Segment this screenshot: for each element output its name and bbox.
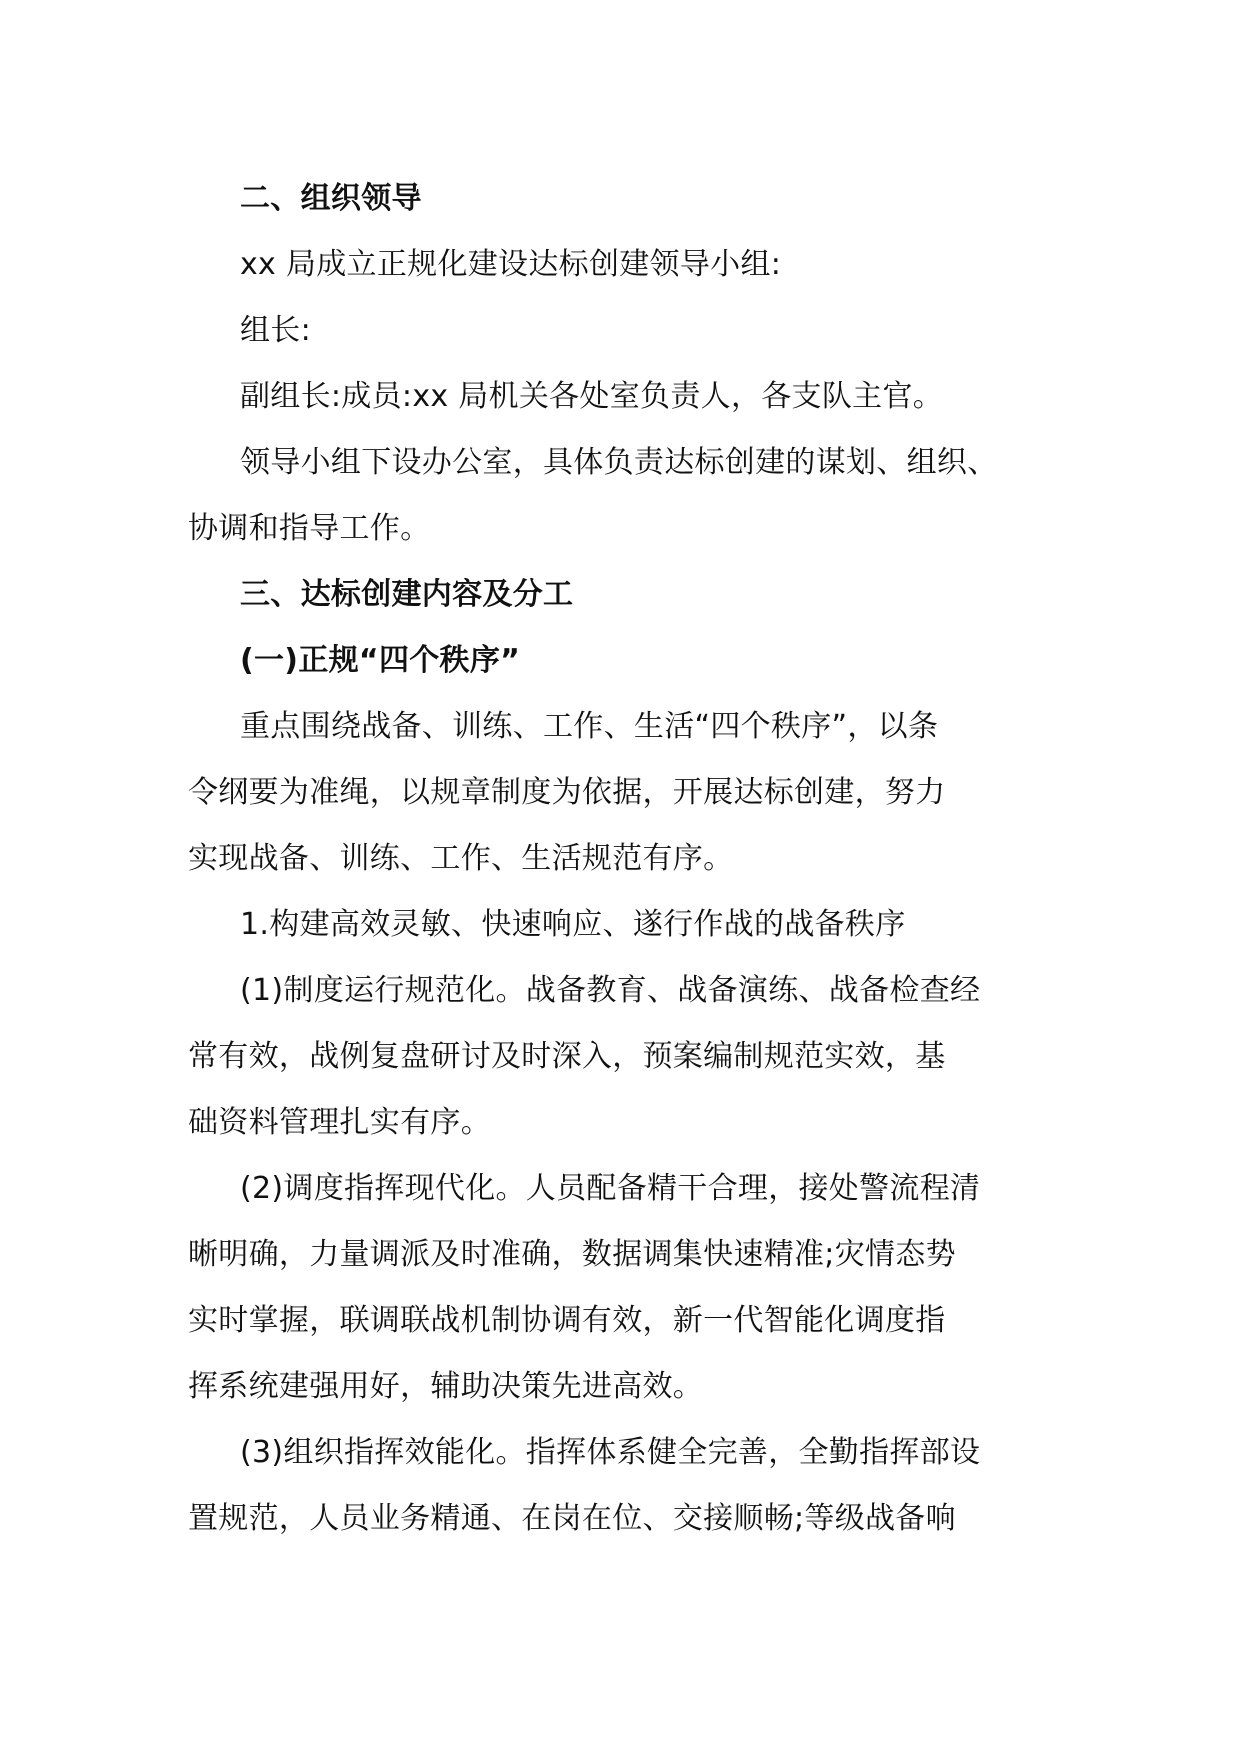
- paragraph-four-orders: [188, 694, 1060, 892]
- paragraph-line: 础资料管理扎实有序。: [188, 1105, 491, 1140]
- paragraph-line: 组长:: [240, 313, 312, 348]
- paragraph-line: (2)调度指挥现代化。人员配备精干合理，接处警流程清: [240, 1171, 981, 1206]
- paragraph-item-1-3: [188, 1420, 1060, 1552]
- paragraph-deputy-members: [188, 364, 1060, 430]
- paragraph-office: [188, 430, 1060, 562]
- paragraph-line: 实现战备、训练、工作、生活规范有序。: [188, 841, 734, 876]
- paragraph-group-leader: [188, 298, 1060, 364]
- heading-line: 二、组织领导: [240, 181, 422, 216]
- paragraph-line: 副组长:成员:xx 局机关各处室负责人，各支队主官。: [240, 379, 944, 414]
- paragraph-leading-group: [188, 232, 1060, 298]
- paragraph-line: 挥系统建强用好，辅助决策先进高效。: [188, 1369, 704, 1404]
- paragraph-line: 协调和指导工作。: [188, 511, 431, 546]
- section-heading-organization: [188, 166, 1060, 232]
- paragraph-line: 晰明确，力量调派及时准确，数据调集快速精准;灾情态势: [188, 1237, 956, 1272]
- paragraph-line: (1)制度运行规范化。战备教育、战备演练、战备检查经: [240, 973, 981, 1008]
- paragraph-line: 领导小组下设办公室，具体负责达标创建的谋划、组织、: [240, 445, 998, 480]
- paragraph-line: xx 局成立正规化建设达标创建领导小组:: [240, 247, 782, 282]
- paragraph-line: 重点围绕战备、训练、工作、生活“四个秩序”，以条: [240, 709, 939, 744]
- paragraph-item-1-1: [188, 958, 1060, 1156]
- paragraph-line: 1.构建高效灵敏、快速响应、遂行作战的战备秩序: [240, 907, 906, 942]
- heading-line: 三、达标创建内容及分工: [240, 577, 574, 612]
- paragraph-item-1: [188, 892, 1060, 958]
- subsection-heading-four-orders: [188, 628, 1060, 694]
- paragraph-line: 常有效，战例复盘研讨及时深入，预案编制规范实效，基: [188, 1039, 946, 1074]
- paragraph-item-1-2: [188, 1156, 1060, 1420]
- paragraph-line: 实时掌握，联调联战机制协调有效，新一代智能化调度指: [188, 1303, 946, 1338]
- paragraph-line: 令纲要为准绳，以规章制度为依据，开展达标创建，努力: [188, 775, 946, 810]
- paragraph-line: 置规范，人员业务精通、在岗在位、交接顺畅;等级战备响: [188, 1501, 956, 1536]
- document-body: [188, 166, 1060, 1552]
- heading-line: (一)正规“四个秩序”: [240, 643, 521, 678]
- section-heading-content: [188, 562, 1060, 628]
- paragraph-line: (3)组织指挥效能化。指挥体系健全完善，全勤指挥部设: [240, 1435, 981, 1470]
